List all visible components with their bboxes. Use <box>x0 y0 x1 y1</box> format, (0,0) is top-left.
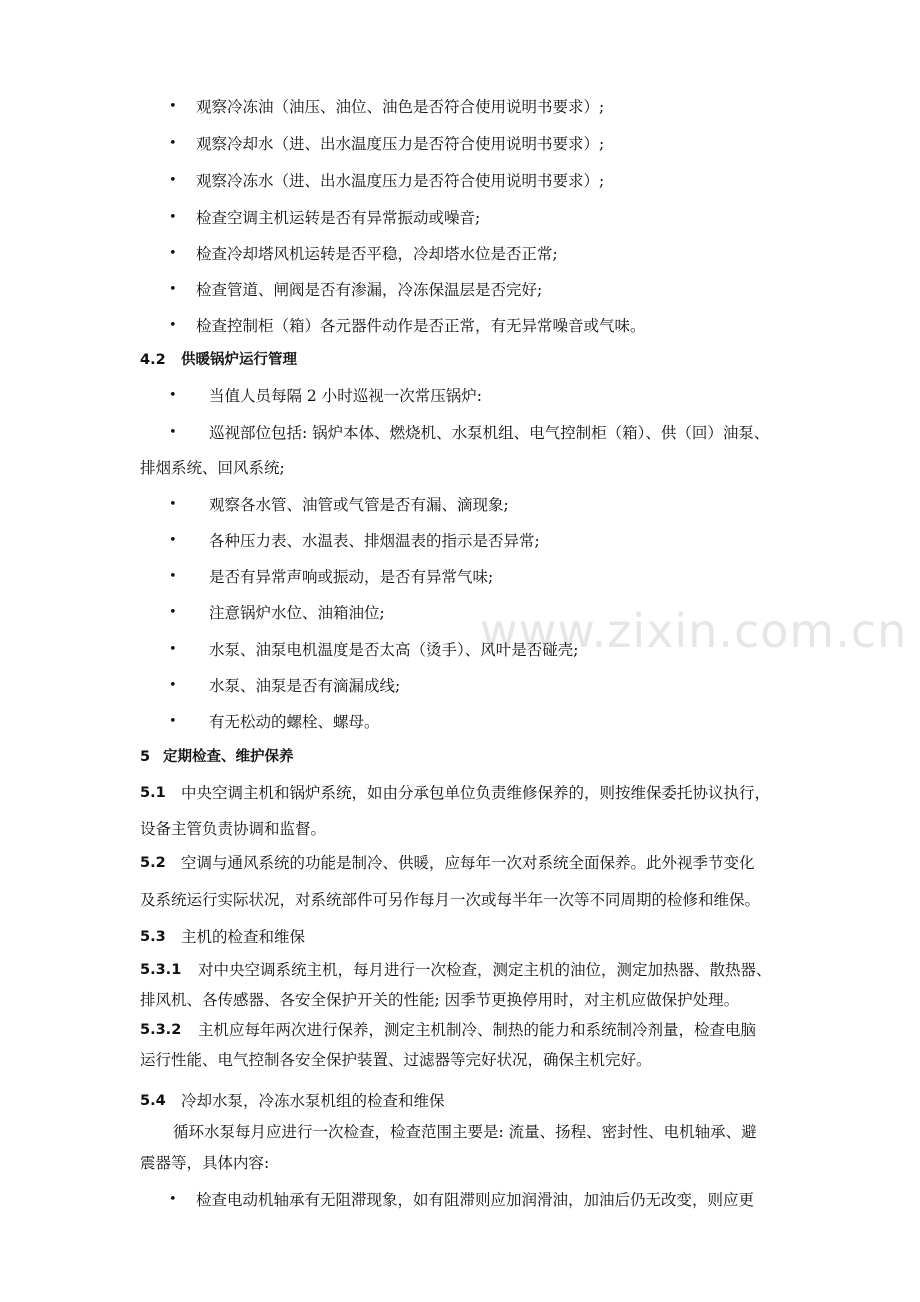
section-heading: 主机的检查和维保 <box>181 928 306 946</box>
paragraph-line: 对中央空调系统主机，每月进行一次检查，测定主机的油位，测定加热器、散热器、 <box>198 961 772 979</box>
list-item: 有无松动的螺栓、螺母。 <box>209 713 380 731</box>
paragraph-line: 空调与通风系统的功能是制冷、供暖，应每年一次对系统全面保养。此外视季节变化 <box>181 854 755 872</box>
section-number: 4.2 <box>140 352 166 368</box>
list-item: 检查空调主机运转是否有异常振动或噪音; <box>196 209 481 227</box>
list-item: 巡视部位包括: 锅炉本体、燃烧机、水泵机组、电气控制柜（箱）、供（回）油泵、 <box>209 424 770 442</box>
section-number: 5.3 <box>140 929 166 945</box>
bullet-icon: • <box>169 533 177 548</box>
list-item: 检查控制柜（箱）各元器件动作是否正常，有无异常噪音或气味。 <box>196 317 646 335</box>
paragraph-line: 排风机、各传感器、各安全保护开关的性能; 因季节更换停用时，对主机应做保护处理。 <box>140 991 740 1009</box>
bullet-icon: • <box>169 714 177 729</box>
bullet-icon: • <box>169 497 177 512</box>
bullet-icon: • <box>169 246 177 261</box>
bullet-icon: • <box>169 388 177 403</box>
list-item: 检查管道、闸阀是否有渗漏，冷冻保温层是否完好; <box>196 281 543 299</box>
section-heading: 供暖锅炉运行管理 <box>181 352 297 368</box>
list-item: 各种压力表、水温表、排烟温表的指示是否异常; <box>209 532 540 550</box>
paragraph-line: 震器等，具体内容: <box>140 1154 270 1172</box>
section-heading: 冷却水泵，冷冻水泵机组的检查和维保 <box>181 1092 445 1110</box>
bullet-icon: • <box>169 569 177 584</box>
paragraph-line: 设备主管负责协调和监督。 <box>140 820 327 838</box>
list-item: 当值人员每隔 2 小时巡视一次常压锅炉: <box>209 387 482 405</box>
bullet-icon: • <box>169 425 177 440</box>
paragraph-line: 及系统运行实际状况，对系统部件可另作每月一次或每半年一次等不同周期的检修和维保。 <box>140 891 761 909</box>
list-item: 检查冷却塔风机运转是否平稳，冷却塔水位是否正常; <box>196 245 558 263</box>
section-heading: 定期检查、维护保养 <box>163 749 294 765</box>
bullet-icon: • <box>169 318 177 333</box>
list-item: 观察冷却水（进、出水温度压力是否符合使用说明书要求）; <box>196 135 605 153</box>
section-number: 5.4 <box>140 1093 166 1109</box>
list-item: 水泵、油泵是否有滴漏成线; <box>209 677 401 695</box>
paragraph-line: 主机应每年两次进行保养，测定主机制冷、制热的能力和系统制冷剂量，检查电脑 <box>198 1021 757 1039</box>
section-number: 5.3.1 <box>140 962 182 978</box>
bullet-icon: • <box>169 282 177 297</box>
paragraph-line: 运行性能、电气控制各安全保护装置、过滤器等完好状况，确保主机完好。 <box>140 1051 652 1069</box>
section-number: 5 <box>140 749 151 765</box>
bullet-icon: • <box>169 605 177 620</box>
bullet-icon: • <box>169 642 177 657</box>
list-item: 水泵、油泵电机温度是否太高（烫手）、风叶是否碰壳; <box>209 641 579 659</box>
bullet-icon: • <box>169 136 177 151</box>
bullet-icon: • <box>169 678 177 693</box>
paragraph-line: 中央空调主机和锅炉系统，如由分承包单位负责维修保养的，则按维保委托协议执行， <box>181 784 771 802</box>
list-item: 检查电动机轴承有无阻滞现象，如有阻滞则应加润滑油，加油后仍无改变，则应更 <box>196 1191 755 1209</box>
watermark: www.zixin.com.cn <box>480 604 908 658</box>
bullet-icon: • <box>169 1192 177 1207</box>
list-item: 注意锅炉水位、油箱油位; <box>209 604 385 622</box>
list-item: 观察冷冻油（油压、油位、油色是否符合使用说明书要求）; <box>196 98 605 116</box>
bullet-icon: • <box>169 210 177 225</box>
list-item-continuation: 排烟系统、回风系统; <box>140 459 285 477</box>
list-item: 观察各水管、油管或气管是否有漏、滴现象; <box>209 496 509 514</box>
paragraph-line: 循环水泵每月应进行一次检查，检查范围主要是: 流量、扬程、密封性、电机轴承、避 <box>173 1123 757 1141</box>
section-number: 5.3.2 <box>140 1022 182 1038</box>
list-item: 是否有异常声响或振动，是否有异常气味; <box>209 568 494 586</box>
list-item: 观察冷冻水（进、出水温度压力是否符合使用说明书要求）; <box>196 172 605 190</box>
bullet-icon: • <box>169 173 177 188</box>
section-number: 5.1 <box>140 785 166 801</box>
bullet-icon: • <box>169 99 177 114</box>
section-number: 5.2 <box>140 855 166 871</box>
